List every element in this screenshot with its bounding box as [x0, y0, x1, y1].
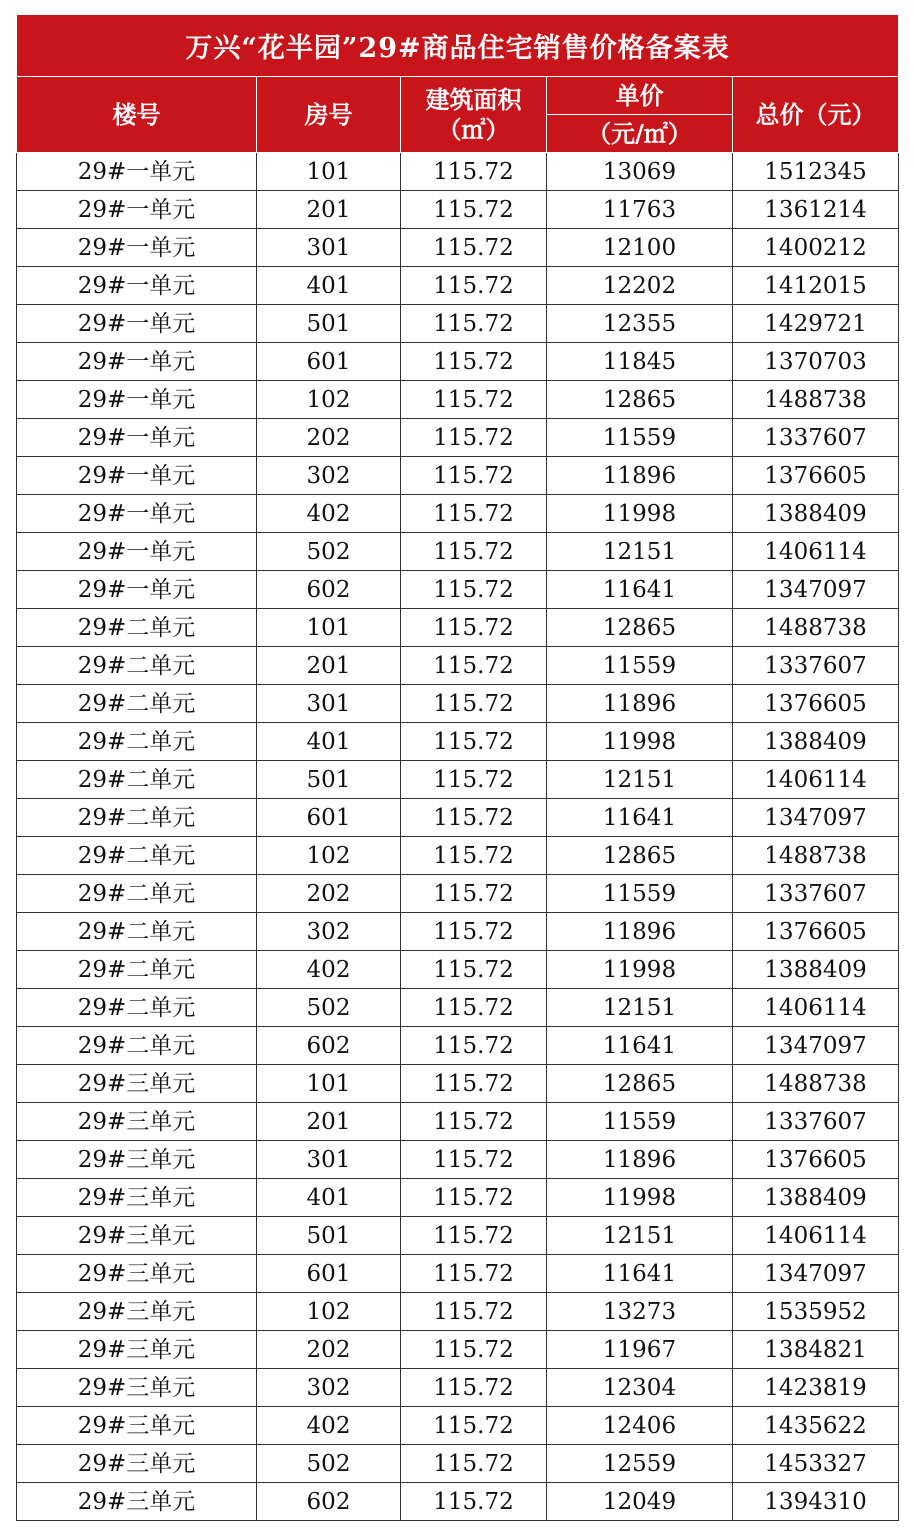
area-cell: 115.72	[401, 229, 547, 267]
building-cell: 29#一单元	[17, 419, 257, 457]
area-cell: 115.72	[401, 875, 547, 913]
building-cell: 29#一单元	[17, 153, 257, 191]
area-cell: 115.72	[401, 343, 547, 381]
building-cell: 29#三单元	[17, 1141, 257, 1179]
area-cell: 115.72	[401, 723, 547, 761]
room-cell: 302	[257, 457, 401, 495]
room-cell: 302	[257, 913, 401, 951]
room-cell: 602	[257, 571, 401, 609]
building-cell: 29#三单元	[17, 1217, 257, 1255]
room-cell: 401	[257, 1179, 401, 1217]
room-cell: 501	[257, 305, 401, 343]
table-row	[17, 191, 899, 229]
building-cell: 29#三单元	[17, 1065, 257, 1103]
total-price-cell: 1412015	[733, 267, 899, 305]
unit-price-cell: 12151	[547, 989, 733, 1027]
table-title: 万兴“花半园”29#商品住宅销售价格备案表	[17, 15, 899, 77]
room-cell: 202	[257, 419, 401, 457]
area-cell: 115.72	[401, 1141, 547, 1179]
building-cell: 29#二单元	[17, 647, 257, 685]
table-row	[17, 1483, 899, 1521]
room-cell: 502	[257, 533, 401, 571]
table-row	[17, 1217, 899, 1255]
room-cell: 601	[257, 343, 401, 381]
unit-price-cell: 12151	[547, 1217, 733, 1255]
total-price-cell: 1337607	[733, 647, 899, 685]
total-price-cell: 1376605	[733, 457, 899, 495]
room-cell: 101	[257, 609, 401, 647]
building-cell: 29#二单元	[17, 761, 257, 799]
room-cell: 401	[257, 723, 401, 761]
table-row	[17, 1065, 899, 1103]
total-price-cell: 1384821	[733, 1331, 899, 1369]
table-row	[17, 381, 899, 419]
table-row	[17, 1369, 899, 1407]
table-row	[17, 913, 899, 951]
price-table	[16, 14, 899, 1521]
table-row	[17, 1179, 899, 1217]
header-area-unit: （㎡）	[437, 114, 510, 144]
building-cell: 29#三单元	[17, 1331, 257, 1369]
total-price-cell: 1406114	[733, 1217, 899, 1255]
room-cell: 202	[257, 1331, 401, 1369]
table-row	[17, 495, 899, 533]
price-filing-sheet	[16, 14, 898, 1521]
area-cell: 115.72	[401, 153, 547, 191]
unit-price-cell: 12559	[547, 1445, 733, 1483]
total-price-cell: 1388409	[733, 951, 899, 989]
building-cell: 29#一单元	[17, 457, 257, 495]
building-cell: 29#三单元	[17, 1179, 257, 1217]
table-row	[17, 1103, 899, 1141]
total-price-cell: 1488738	[733, 381, 899, 419]
room-cell: 501	[257, 1217, 401, 1255]
room-cell: 401	[257, 267, 401, 305]
total-price-cell: 1435622	[733, 1407, 899, 1445]
table-row	[17, 153, 899, 191]
total-price-cell: 1406114	[733, 761, 899, 799]
room-cell: 501	[257, 761, 401, 799]
table-row	[17, 533, 899, 571]
room-cell: 502	[257, 1445, 401, 1483]
area-cell: 115.72	[401, 837, 547, 875]
total-price-cell: 1512345	[733, 153, 899, 191]
header-unit-price: 单价	[547, 77, 733, 115]
total-price-cell: 1376605	[733, 685, 899, 723]
total-price-cell: 1337607	[733, 875, 899, 913]
building-cell: 29#二单元	[17, 951, 257, 989]
total-price-cell: 1347097	[733, 799, 899, 837]
total-price-cell: 1423819	[733, 1369, 899, 1407]
room-cell: 601	[257, 1255, 401, 1293]
building-cell: 29#二单元	[17, 609, 257, 647]
header-row	[17, 77, 899, 115]
area-cell: 115.72	[401, 191, 547, 229]
unit-price-cell: 11559	[547, 1103, 733, 1141]
total-price-cell: 1400212	[733, 229, 899, 267]
total-price-cell: 1347097	[733, 1255, 899, 1293]
area-cell: 115.72	[401, 305, 547, 343]
table-row	[17, 685, 899, 723]
area-cell: 115.72	[401, 1331, 547, 1369]
room-cell: 102	[257, 381, 401, 419]
building-cell: 29#二单元	[17, 1027, 257, 1065]
building-cell: 29#二单元	[17, 989, 257, 1027]
area-cell: 115.72	[401, 761, 547, 799]
table-row	[17, 1027, 899, 1065]
table-row	[17, 799, 899, 837]
area-cell: 115.72	[401, 647, 547, 685]
room-cell: 602	[257, 1483, 401, 1521]
table-row	[17, 1445, 899, 1483]
room-cell: 601	[257, 799, 401, 837]
total-price-cell: 1535952	[733, 1293, 899, 1331]
area-cell: 115.72	[401, 609, 547, 647]
total-price-cell: 1337607	[733, 1103, 899, 1141]
room-cell: 102	[257, 1293, 401, 1331]
area-cell: 115.72	[401, 1445, 547, 1483]
table-row	[17, 419, 899, 457]
total-price-cell: 1347097	[733, 1027, 899, 1065]
unit-price-cell: 12151	[547, 533, 733, 571]
room-cell: 502	[257, 989, 401, 1027]
total-price-cell: 1388409	[733, 723, 899, 761]
area-cell: 115.72	[401, 1255, 547, 1293]
header-area-label: 建筑面积	[425, 84, 522, 114]
room-cell: 101	[257, 153, 401, 191]
building-cell: 29#一单元	[17, 571, 257, 609]
total-price-cell: 1406114	[733, 989, 899, 1027]
building-cell: 29#一单元	[17, 381, 257, 419]
area-cell: 115.72	[401, 457, 547, 495]
total-price-cell: 1347097	[733, 571, 899, 609]
area-cell: 115.72	[401, 495, 547, 533]
table-row	[17, 229, 899, 267]
header-building: 楼号	[17, 77, 257, 153]
total-price-cell: 1406114	[733, 533, 899, 571]
room-cell: 301	[257, 1141, 401, 1179]
unit-price-cell: 12049	[547, 1483, 733, 1521]
area-cell: 115.72	[401, 913, 547, 951]
header-total-price: 总价（元）	[733, 77, 899, 153]
building-cell: 29#三单元	[17, 1293, 257, 1331]
header-room: 房号	[257, 77, 401, 153]
room-cell: 402	[257, 495, 401, 533]
building-cell: 29#一单元	[17, 305, 257, 343]
table-body	[17, 153, 899, 1521]
unit-price-cell: 12865	[547, 609, 733, 647]
area-cell: 115.72	[401, 799, 547, 837]
total-price-cell: 1488738	[733, 609, 899, 647]
unit-price-cell: 13069	[547, 153, 733, 191]
building-cell: 29#二单元	[17, 723, 257, 761]
area-cell: 115.72	[401, 533, 547, 571]
unit-price-cell: 11641	[547, 571, 733, 609]
table-row	[17, 875, 899, 913]
room-cell: 201	[257, 191, 401, 229]
table-row	[17, 1141, 899, 1179]
unit-price-cell: 12355	[547, 305, 733, 343]
unit-price-cell: 11967	[547, 1331, 733, 1369]
room-cell: 301	[257, 229, 401, 267]
total-price-cell: 1370703	[733, 343, 899, 381]
area-cell: 115.72	[401, 381, 547, 419]
table-row	[17, 1407, 899, 1445]
area-cell: 115.72	[401, 1065, 547, 1103]
room-cell: 101	[257, 1065, 401, 1103]
room-cell: 201	[257, 647, 401, 685]
unit-price-cell: 12304	[547, 1369, 733, 1407]
table-row	[17, 951, 899, 989]
unit-price-cell: 11641	[547, 1027, 733, 1065]
total-price-cell: 1361214	[733, 191, 899, 229]
room-cell: 202	[257, 875, 401, 913]
building-cell: 29#二单元	[17, 799, 257, 837]
table-header	[17, 15, 899, 153]
header-area	[401, 77, 547, 153]
title-row	[17, 15, 899, 77]
building-cell: 29#二单元	[17, 685, 257, 723]
unit-price-cell: 11998	[547, 723, 733, 761]
total-price-cell: 1388409	[733, 1179, 899, 1217]
unit-price-cell: 12865	[547, 1065, 733, 1103]
building-cell: 29#三单元	[17, 1255, 257, 1293]
table-row	[17, 761, 899, 799]
total-price-cell: 1376605	[733, 1141, 899, 1179]
unit-price-cell: 11559	[547, 647, 733, 685]
area-cell: 115.72	[401, 571, 547, 609]
building-cell: 29#一单元	[17, 343, 257, 381]
table-row	[17, 647, 899, 685]
area-cell: 115.72	[401, 267, 547, 305]
building-cell: 29#一单元	[17, 267, 257, 305]
area-cell: 115.72	[401, 1369, 547, 1407]
total-price-cell: 1429721	[733, 305, 899, 343]
area-cell: 115.72	[401, 1027, 547, 1065]
unit-price-cell: 12151	[547, 761, 733, 799]
unit-price-cell: 12865	[547, 837, 733, 875]
total-price-cell: 1488738	[733, 1065, 899, 1103]
unit-price-cell: 11998	[547, 1179, 733, 1217]
area-cell: 115.72	[401, 989, 547, 1027]
building-cell: 29#三单元	[17, 1369, 257, 1407]
unit-price-cell: 13273	[547, 1293, 733, 1331]
building-cell: 29#二单元	[17, 875, 257, 913]
area-cell: 115.72	[401, 1483, 547, 1521]
room-cell: 602	[257, 1027, 401, 1065]
building-cell: 29#三单元	[17, 1407, 257, 1445]
room-cell: 201	[257, 1103, 401, 1141]
table-row	[17, 837, 899, 875]
room-cell: 102	[257, 837, 401, 875]
unit-price-cell: 11896	[547, 1141, 733, 1179]
building-cell: 29#一单元	[17, 229, 257, 267]
unit-price-cell: 11559	[547, 875, 733, 913]
table-row	[17, 305, 899, 343]
unit-price-cell: 11641	[547, 1255, 733, 1293]
building-cell: 29#二单元	[17, 837, 257, 875]
unit-price-cell: 11896	[547, 913, 733, 951]
table-row	[17, 1255, 899, 1293]
unit-price-cell: 12100	[547, 229, 733, 267]
unit-price-cell: 11641	[547, 799, 733, 837]
unit-price-cell: 12406	[547, 1407, 733, 1445]
unit-price-cell: 11896	[547, 685, 733, 723]
total-price-cell: 1394310	[733, 1483, 899, 1521]
table-row	[17, 723, 899, 761]
building-cell: 29#一单元	[17, 191, 257, 229]
area-cell: 115.72	[401, 951, 547, 989]
table-row	[17, 457, 899, 495]
building-cell: 29#二单元	[17, 913, 257, 951]
table-row	[17, 1331, 899, 1369]
table-row	[17, 989, 899, 1027]
total-price-cell: 1388409	[733, 495, 899, 533]
area-cell: 115.72	[401, 685, 547, 723]
total-price-cell: 1488738	[733, 837, 899, 875]
total-price-cell: 1376605	[733, 913, 899, 951]
building-cell: 29#一单元	[17, 533, 257, 571]
room-cell: 302	[257, 1369, 401, 1407]
total-price-cell: 1337607	[733, 419, 899, 457]
table-row	[17, 571, 899, 609]
header-unit-price-unit: （元/㎡）	[547, 115, 733, 153]
table-row	[17, 343, 899, 381]
room-cell: 402	[257, 951, 401, 989]
area-cell: 115.72	[401, 1179, 547, 1217]
area-cell: 115.72	[401, 1217, 547, 1255]
building-cell: 29#三单元	[17, 1483, 257, 1521]
table-row	[17, 1293, 899, 1331]
unit-price-cell: 11998	[547, 951, 733, 989]
unit-price-cell: 11559	[547, 419, 733, 457]
unit-price-cell: 12202	[547, 267, 733, 305]
room-cell: 402	[257, 1407, 401, 1445]
total-price-cell: 1453327	[733, 1445, 899, 1483]
area-cell: 115.72	[401, 1103, 547, 1141]
building-cell: 29#三单元	[17, 1103, 257, 1141]
room-cell: 301	[257, 685, 401, 723]
building-cell: 29#三单元	[17, 1445, 257, 1483]
table-row	[17, 609, 899, 647]
area-cell: 115.72	[401, 419, 547, 457]
area-cell: 115.72	[401, 1407, 547, 1445]
building-cell: 29#一单元	[17, 495, 257, 533]
table-row	[17, 267, 899, 305]
unit-price-cell: 11763	[547, 191, 733, 229]
unit-price-cell: 12865	[547, 381, 733, 419]
unit-price-cell: 11845	[547, 343, 733, 381]
unit-price-cell: 11896	[547, 457, 733, 495]
unit-price-cell: 11998	[547, 495, 733, 533]
area-cell: 115.72	[401, 1293, 547, 1331]
